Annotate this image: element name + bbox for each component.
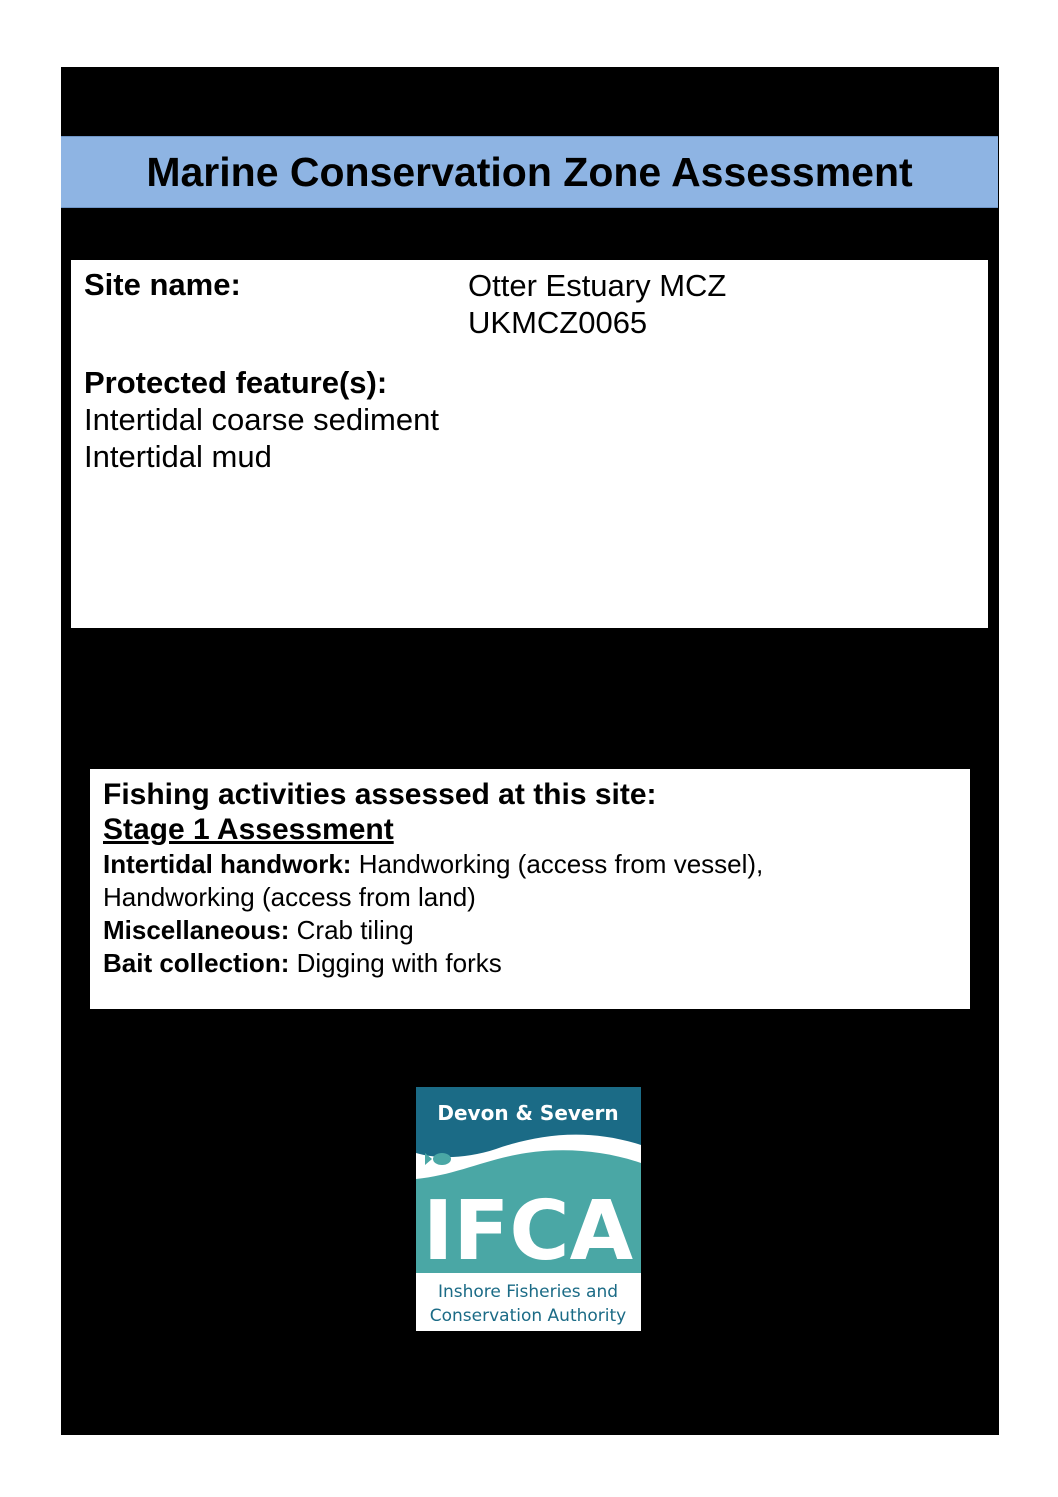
activity-line <box>103 914 763 947</box>
logo-bottom-line1: Inshore Fisheries and <box>437 1282 619 1302</box>
page-title: Marine Conservation Zone Assessment <box>146 148 913 195</box>
activity-category: Intertidal handwork: <box>103 849 352 879</box>
activity-line <box>103 881 763 914</box>
site-name-label: Site name: <box>84 267 241 302</box>
site-name-value <box>468 267 726 341</box>
protected-features-heading: Protected feature(s): <box>84 365 388 400</box>
activity-category: Miscellaneous: <box>103 915 290 945</box>
activity-line <box>103 947 763 980</box>
fishing-activities-heading: Fishing activities assessed at this site: <box>103 778 657 811</box>
activity-text: Digging with forks <box>289 948 502 978</box>
activity-text: Handworking (access from vessel), <box>351 849 764 879</box>
protected-feature-item: Intertidal mud <box>84 439 272 474</box>
logo-main-text: IFCA <box>422 1184 634 1279</box>
fishing-activities-content <box>103 778 763 980</box>
site-info-box <box>71 260 988 628</box>
protected-features <box>84 364 439 475</box>
activity-category: Bait collection: <box>103 948 290 978</box>
logo-top-text: Devon & Severn <box>437 1101 619 1125</box>
activity-text: Crab tiling <box>289 915 414 945</box>
protected-feature-item: Intertidal coarse sediment <box>84 402 439 437</box>
logo-bottom-line2: Conservation Authority <box>429 1306 627 1326</box>
stage-heading: Stage 1 Assessment <box>103 813 394 846</box>
site-code: UKMCZ0065 <box>468 305 648 340</box>
fishing-activities-box <box>90 769 970 1009</box>
ifca-logo <box>416 1087 641 1331</box>
site-name: Otter Estuary MCZ <box>468 268 727 303</box>
activity-text: Handworking (access from land) <box>103 882 476 912</box>
activity-line <box>103 848 763 881</box>
title-bar <box>61 136 998 208</box>
